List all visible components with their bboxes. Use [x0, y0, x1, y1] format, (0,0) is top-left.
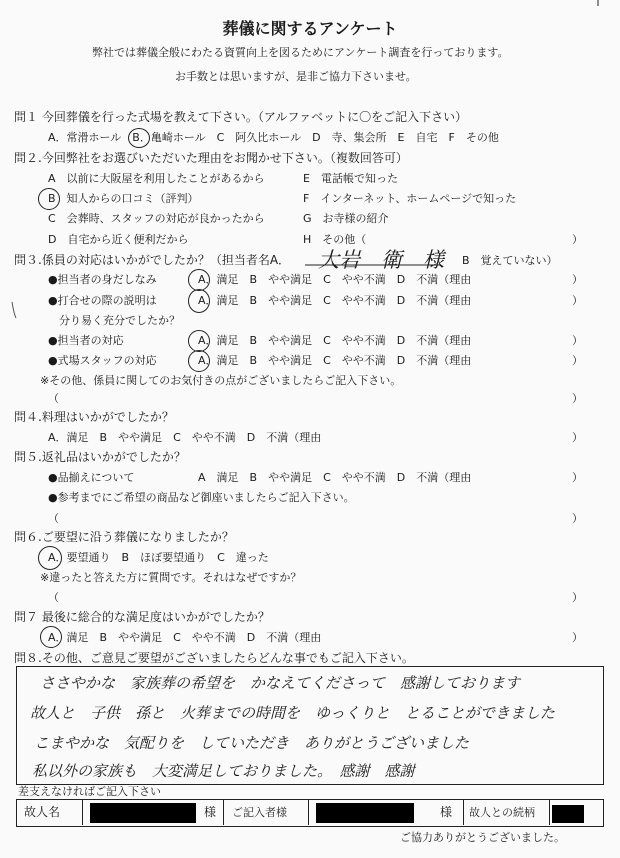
- q4-scale[interactable]: A．満足 B やや満足 C やや不満 D 不満（理由: [48, 431, 322, 444]
- q3-open-paren: （: [48, 392, 59, 405]
- q3-close-paren: ）: [572, 392, 583, 405]
- q3-item-explanation-sub: 分り易く充分でしたか？: [48, 314, 180, 327]
- q2-question: 問２.今回弊社をお選びいただいた理由をお聞かせ下さい。（複数回答可）: [14, 151, 408, 165]
- q6-question: 問６.ご要望に沿う葬儀になりましたか？: [14, 530, 234, 544]
- q3-item-venue-staff-scale[interactable]: A．満足 B やや満足 C やや不満 D 不満（理由: [198, 354, 472, 367]
- q8-comment-line-2: 故人と 子供 孫と 火葬までの時間を ゆっくりと とることができました: [30, 704, 555, 722]
- intro-line-1: 弊社では葬儀全般にわたる資質向上を図るためにアンケート調査を行っております。: [92, 46, 509, 59]
- q5-item-close: ）: [572, 471, 583, 484]
- q3-item-appearance-scale[interactable]: A．満足 B やや満足 C やや不満 D 不満（理由: [198, 273, 472, 286]
- thanks-text: ご協力ありがとうございました。: [400, 831, 565, 844]
- q3-item-handling-scale[interactable]: A．満足 B やや満足 C やや不満 D 不満（理由: [198, 334, 472, 347]
- q5-note: ●参考までにご希望の商品など御座いましたらご記入下さい。: [48, 491, 355, 504]
- q8-comment-line-4: 私以外の家族も 大変満足しておりました。 感謝 感謝: [32, 762, 415, 780]
- q3-item-handling-close: ）: [572, 334, 583, 347]
- q3-item-venue-staff-label: ●式場スタッフの対応: [48, 354, 157, 367]
- q7-question: 問７ 最後に総合的な満足度はいかがでしたか？: [14, 610, 270, 624]
- q8-question: 問８.その他、ご意見ご要望がございましたらどんな事でもご記入下さい。: [14, 651, 414, 665]
- q7-close: ）: [572, 631, 583, 644]
- q3-item-appearance-label: ●担当者の身だしなみ: [48, 273, 157, 286]
- q2-option-g[interactable]: G お寺様の紹介: [303, 212, 389, 225]
- q2-option-c[interactable]: C 会葬時、スタッフの対応が良かったから: [48, 212, 265, 225]
- deceased-name-label: 故人名: [24, 805, 61, 819]
- q3-item-explanation-close: ）: [572, 294, 583, 307]
- q2-close-paren: ）: [572, 233, 583, 246]
- q2-option-b[interactable]: B 知人からの口コミ（評判）: [48, 192, 199, 205]
- deceased-sama: 様: [204, 805, 217, 819]
- q3-item-explanation-scale[interactable]: A．満足 B やや満足 C やや不満 D 不満（理由: [198, 294, 472, 307]
- q6-note: ※違ったと答えた方に質問です。それはなぜですか？: [40, 571, 302, 584]
- footer-note: 差支えなければご記入下さい: [18, 785, 161, 798]
- q3-item-venue-staff-close: ）: [572, 354, 583, 367]
- q3-item-handling-label: ●担当者の対応: [48, 334, 124, 347]
- q3-question: 問３.係員の対応はいかがでしたか？（担当者名A．: [14, 253, 291, 267]
- writer-name-label: ご記入者様: [232, 806, 287, 819]
- q4-close: ）: [572, 431, 583, 444]
- q3-option-b[interactable]: B 覚えていない）: [462, 254, 558, 267]
- q7-scale[interactable]: A．満足 B やや満足 C やや不満 D 不満（理由: [48, 631, 322, 644]
- q3-item-appearance-close: ）: [572, 273, 583, 286]
- q2-option-a[interactable]: A 以前に大阪屋を利用したことがあるから: [48, 172, 265, 185]
- q5-question: 問５.返礼品はいかがでしたか？: [14, 450, 186, 464]
- q2-option-e[interactable]: E 電話帳で知った: [303, 172, 398, 185]
- q5-open-paren: （: [48, 512, 59, 525]
- q4-question: 問４.料理はいかがでしたか？: [14, 410, 174, 424]
- q8-comment-line-1: ささやかな 家族葬の希望を かなえてくださって 感謝しております: [40, 674, 521, 692]
- q3-staff-name-handwritten[interactable]: 大岩 衛 様: [318, 248, 444, 272]
- q5-close-paren: ）: [572, 512, 583, 525]
- q8-comment-line-3: こまやかな 気配りを していただき ありがとうございました: [34, 734, 470, 752]
- q1-options[interactable]: A．常滑ホール B．亀崎ホール C 阿久比ホール D 寺、集会所 E 自宅 F その他: [48, 131, 499, 144]
- q2-option-h[interactable]: H その他（: [303, 233, 367, 246]
- q3-note: ※その他、係員に関してのお気付きの点がございましたらご記入下さい。: [40, 374, 402, 387]
- q6-options[interactable]: A．要望通り B ほぼ要望通り C 違った: [48, 551, 269, 564]
- relation-label: 故人との続柄: [469, 806, 535, 819]
- q5-item-label: ●品揃えについて: [48, 471, 135, 484]
- q6-close-paren: ）: [572, 591, 583, 604]
- page-title: 葬儀に関するアンケート: [222, 19, 398, 38]
- q3-item-explanation-label: ●打合せの際の説明は: [48, 294, 157, 307]
- q5-item-scale[interactable]: A 満足 B やや満足 C やや不満 D 不満（理由: [198, 471, 472, 484]
- q2-option-d[interactable]: D 自宅から近く便利だから: [48, 233, 189, 246]
- intro-line-2: お手数とは思いますが、是非ご協力下さいませ。: [175, 70, 417, 83]
- q1-question: 問１ 今回葬儀を行った式場を教えて下さい。（アルファベットに〇をご記入下さい）: [14, 110, 468, 124]
- q6-open-paren: （: [48, 591, 59, 604]
- q2-option-f[interactable]: F インターネット、ホームページで知った: [303, 192, 517, 205]
- writer-sama: 様: [440, 805, 453, 819]
